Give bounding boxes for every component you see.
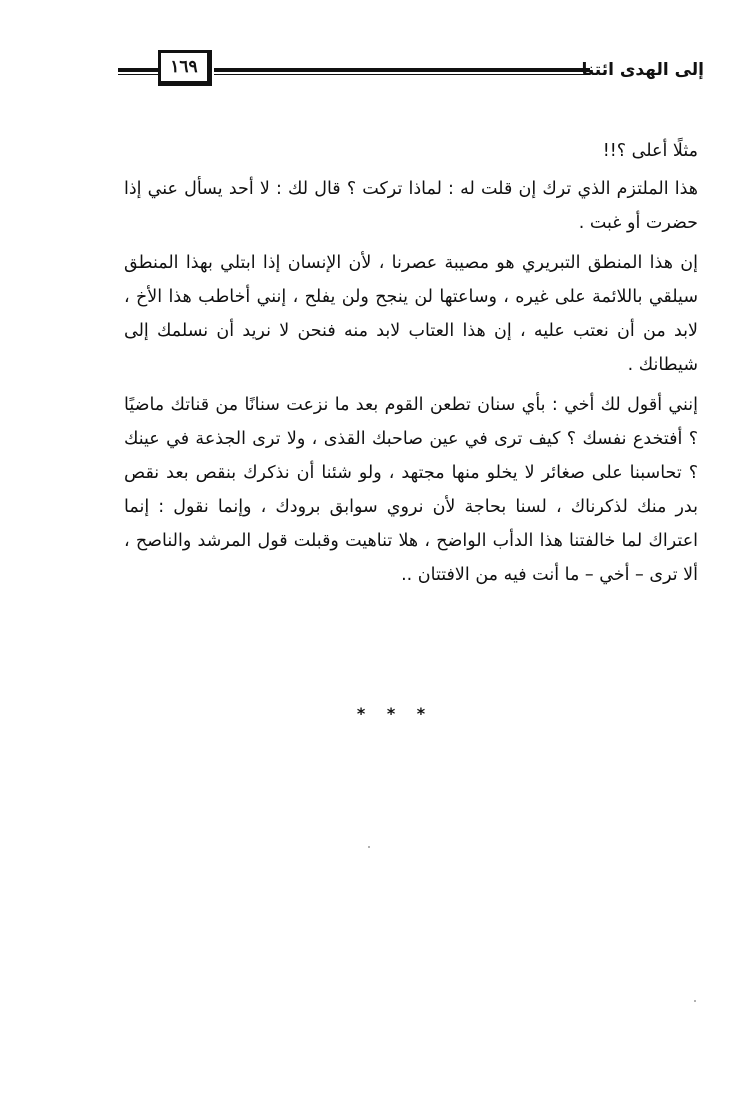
body-text: [124, 134, 698, 598]
running-title: إلى الهدى ائتنا: [581, 60, 704, 80]
header-rule: [214, 74, 590, 75]
section-separator: * * *: [356, 704, 434, 723]
page-header: [118, 44, 704, 94]
paragraph: إنني أقول لك أخي : بأي سنان تطعن القوم بعد ما نزعت سنانًا من قناتك ماضيًا ؟ أفتخدع نفسك ؟ كيف ترى في عين صاحبك القذى ، ولا ترى الجذعة في عينك ؟ تحاسبنا على صغائر لا يخلو منها مجتهد ، ولو شئنا أن نذكرك بنقص بعد نقص بدر منك لذكرناك ، لسنا بحاجة لأن نروي سوابق برودك ، وإنما نقول : إنما اعتراك لما خالفتنا هذا الدأب الواضح ، هلا تناهيت وقبلت قول المرشد والناصح ، ألا ترى – أخي – ما أنت فيه من الافتتان ..: [124, 395, 698, 585]
header-rule: [118, 68, 160, 72]
paragraph: هذا الملتزم الذي ترك إن قلت له : لماذا تركت ؟ قال لك : لا أحد يسأل عني إذا حضرت أو غبت .: [124, 179, 698, 233]
paragraph: إن هذا المنطق التبريري هو مصيبة عصرنا ، لأن الإنسان إذا ابتلي بهذا المنطق سيلقي باللائمة على غيره ، وساعتها لن ينجح ولن يفلح ، إنني أخاطب هذا الأخ ، لابد من أن نعتب عليه ، إن هذا العتاب لابد منه فنحن لا نريد أن نسلمك إلى شيطانك .: [124, 253, 698, 375]
scan-speck: [694, 1000, 696, 1002]
header-rule: [214, 68, 590, 72]
paragraph: مثلًا أعلى ؟!!: [602, 141, 698, 161]
header-rule: [118, 74, 160, 75]
page-number: ١٦٩: [158, 50, 212, 86]
scan-speck: [368, 846, 370, 848]
